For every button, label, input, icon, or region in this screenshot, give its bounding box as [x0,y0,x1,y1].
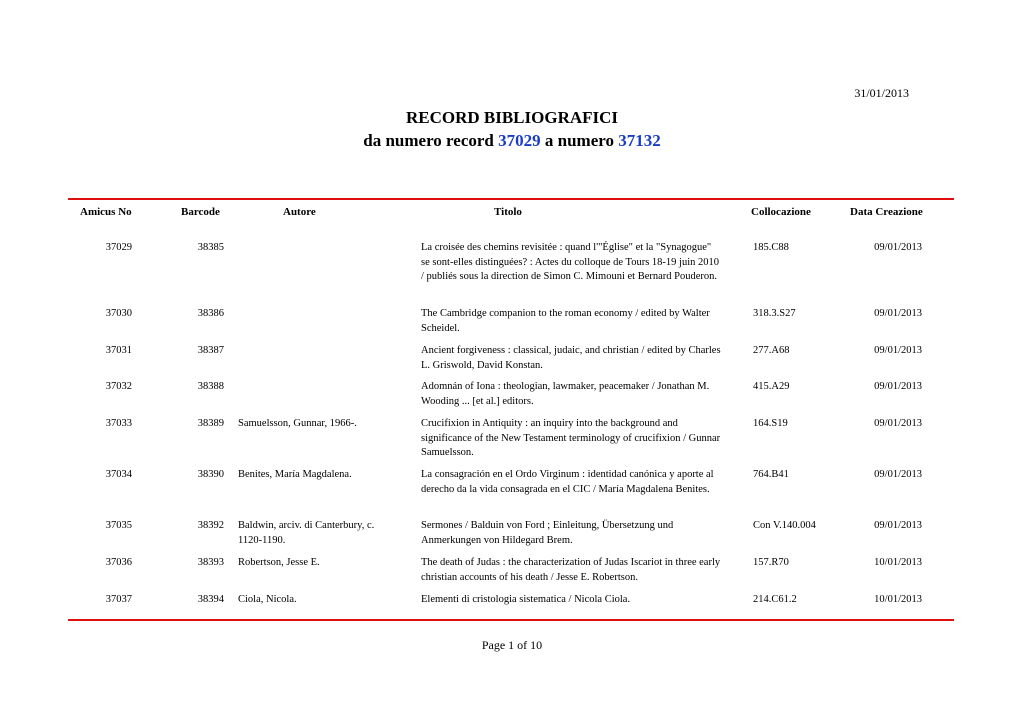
report-subtitle [0,131,1024,151]
cell-amicus: 37037 [105,594,132,605]
cell-autore: Robertson, Jesse E. [238,557,320,568]
cell-titolo: Ancient forgiveness : classical, judaic, and christian / edited by Charles L. Griswold, David Konstan. [421,345,721,371]
cell-amicus: 37031 [105,345,132,356]
cell-titolo: Elementi di cristologia sistematica / Nicola Ciola. [421,594,631,605]
column-header-autore: Autore [283,206,316,218]
cell-titolo: Sermones / Balduin von Ford ; Einleitung, Übersetzung und Anmerkungen von Hildegard Brem. [421,520,674,546]
cell-data-creazione: 09/01/2013 [874,381,922,392]
cell-titolo: La croisée des chemins revisitée : quand l'"Église" et la "Synagogue" se sont-elles distinguées? : Actes du colloque de Tours 18-19 juin 2010 / publiés sous la direction de Simon C. Mimouni et Bernard Pouderon. [421,242,719,282]
cell-amicus: 37035 [105,520,132,531]
column-header-amicus: Amicus No [80,206,132,218]
cell-collocazione: 185.C88 [753,242,789,253]
column-header-barcode: Barcode [181,206,220,218]
column-header-data-creazione: Data Creazione [850,206,923,218]
cell-autore: Baldwin, arciv. di Canterbury, c. 1120-1190. [238,520,375,546]
cell-amicus: 37033 [105,418,132,429]
cell-autore: Ciola, Nicola. [238,594,297,605]
cell-collocazione: 318.3.S27 [753,308,796,319]
cell-titolo: Crucifixion in Antiquity : an inquiry into the background and significance of the New Testament terminology of crucifixion / Gunnar Samuelsson. [421,418,721,458]
cell-data-creazione: 10/01/2013 [874,557,922,568]
cell-titolo: The death of Judas : the characterization of Judas Iscariot in three early christian accounts of his death / Jesse E. Robertson. [421,557,721,583]
cell-data-creazione: 09/01/2013 [874,345,922,356]
cell-barcode: 38393 [197,557,224,568]
cell-barcode: 38389 [197,418,224,429]
cell-amicus: 37032 [105,381,132,392]
cell-barcode: 38392 [197,520,224,531]
cell-collocazione: 415.A29 [753,381,790,392]
cell-data-creazione: 09/01/2013 [874,418,922,429]
cell-titolo: La consagración en el Ordo Virginum : identidad canónica y aporte al derecho da la vida consagrada en el CIC / María Magdalena Benites. [421,469,714,495]
page-number: Page 1 of 10 [481,638,543,652]
cell-data-creazione: 09/01/2013 [874,520,922,531]
column-header-collocazione: Collocazione [751,206,811,218]
report-date: 31/01/2013 [854,86,909,100]
column-header-titolo: Titolo [494,206,522,218]
cell-titolo: The Cambridge companion to the roman economy / edited by Walter Scheidel. [421,308,710,334]
record-from: 37029 [498,131,541,150]
cell-amicus: 37036 [105,557,132,568]
cell-collocazione: 764.B41 [753,469,789,480]
cell-collocazione: 277.A68 [753,345,790,356]
cell-data-creazione: 09/01/2013 [874,242,922,253]
cell-collocazione: 164.S19 [753,418,788,429]
top-divider [68,198,954,200]
cell-amicus: 37029 [105,242,132,253]
cell-barcode: 38387 [197,345,224,356]
cell-data-creazione: 09/01/2013 [874,308,922,319]
cell-titolo: Adomnán of Iona : theologian, lawmaker, peacemaker / Jonathan M. Wooding ... [et al.] editors. [421,381,710,407]
cell-collocazione: 157.R70 [753,557,789,568]
report-title: RECORD BIBLIOGRAFICI [405,108,619,127]
cell-barcode: 38385 [197,242,224,253]
cell-barcode: 38386 [197,308,224,319]
subtitle-middle: a numero [544,131,614,150]
subtitle-prefix: da numero record [363,131,494,150]
cell-amicus: 37034 [105,469,132,480]
cell-autore: Benites, María Magdalena. [238,469,352,480]
record-to: 37132 [618,131,661,150]
bottom-divider [68,619,954,621]
cell-collocazione: 214.C61.2 [753,594,797,605]
cell-collocazione: Con V.140.004 [753,520,816,531]
cell-data-creazione: 10/01/2013 [874,594,922,605]
cell-amicus: 37030 [105,308,132,319]
cell-data-creazione: 09/01/2013 [874,469,922,480]
cell-autore: Samuelsson, Gunnar, 1966-. [238,418,357,429]
cell-barcode: 38390 [197,469,224,480]
cell-barcode: 38388 [197,381,224,392]
cell-barcode: 38394 [197,594,224,605]
